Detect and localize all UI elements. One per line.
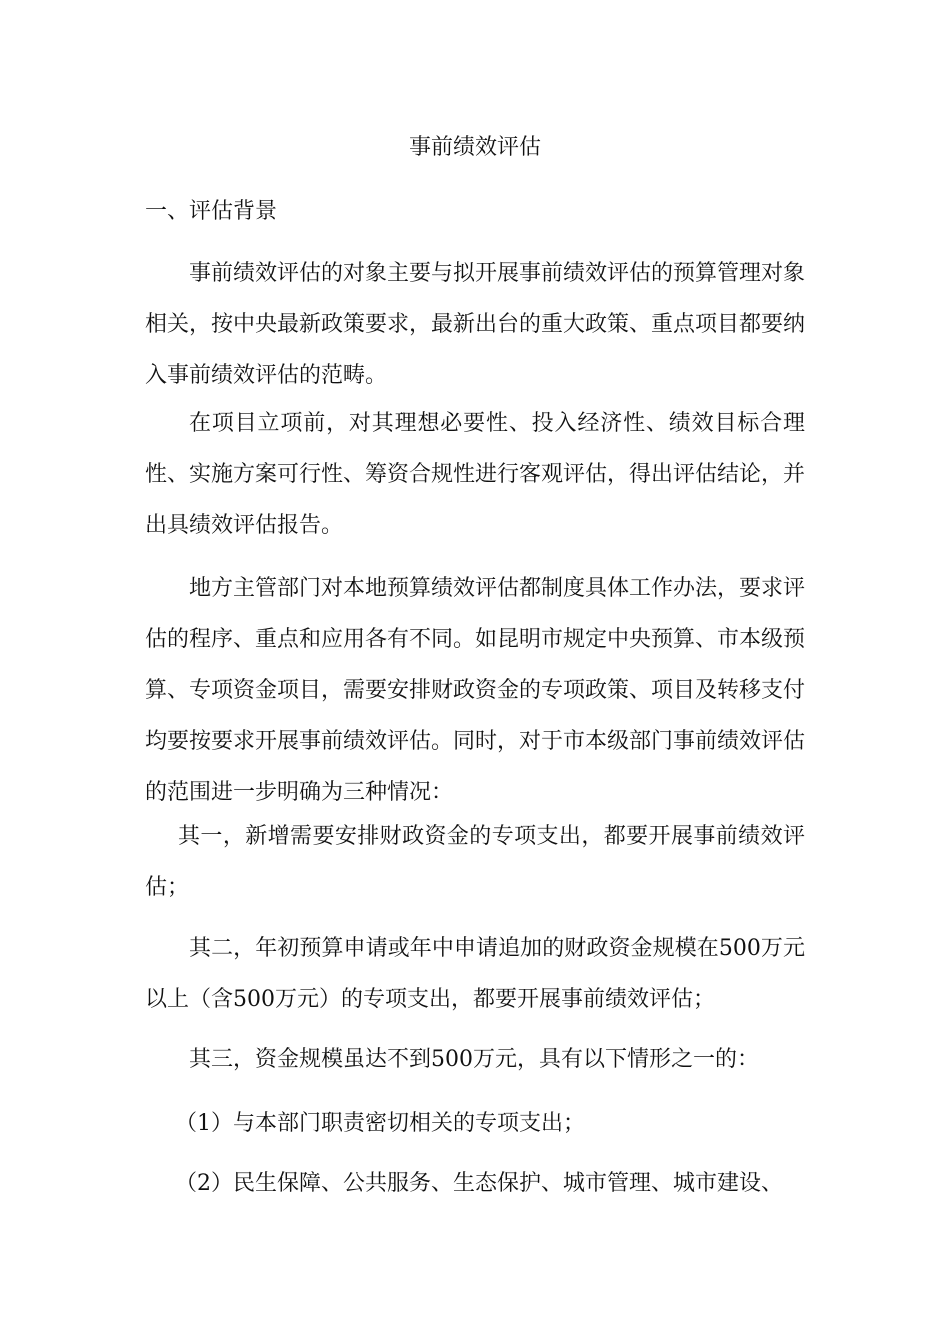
list-item-2: （2）民生保障、公共服务、生态保护、城市管理、城市建设、 xyxy=(175,1171,783,1196)
paragraph-3: 地方主管部门对本地预算绩效评估都制度具体工作办法，要求评估的程序、重点和应用各有不同。如昆明市规定中央预算、市本级预算、专项资金项目，需要安排财政资金的专项政策、项目及转移支付均要按要求开展事前绩效评估。同时，对于市本级部门事前绩效评估的范围进一步明确为三种情况： xyxy=(145,576,806,805)
list-item-1: （1）与本部门职责密切相关的专项支出； xyxy=(175,1111,585,1136)
paragraph-6: 其三，资金规模虽达不到500万元，具有以下情形之一的： xyxy=(189,1047,759,1072)
paragraph-4: 其一，新增需要安排财政资金的专项支出，都要开展事前绩效评估； xyxy=(145,824,805,900)
paragraph-2: 在项目立项前，对其理想必要性、投入经济性、绩效目标合理性、实施方案可行性、筹资合规性进行客观评估，得出评估结论，并出具绩效评估报告。 xyxy=(145,411,806,538)
paragraph-1: 事前绩效评估的对象主要与拟开展事前绩效评估的预算管理对象相关，按中央最新政策要求，最新出台的重大政策、重点项目都要纳入事前绩效评估的范畴。 xyxy=(145,261,806,388)
section-heading: 一、评估背景 xyxy=(145,199,278,224)
paragraph-5: 其二，年初预算申请或年中申请追加的财政资金规模在500万元以上（含500万元）的专项支出，都要开展事前绩效评估； xyxy=(145,936,805,1012)
document-title: 事前绩效评估 xyxy=(408,135,541,160)
